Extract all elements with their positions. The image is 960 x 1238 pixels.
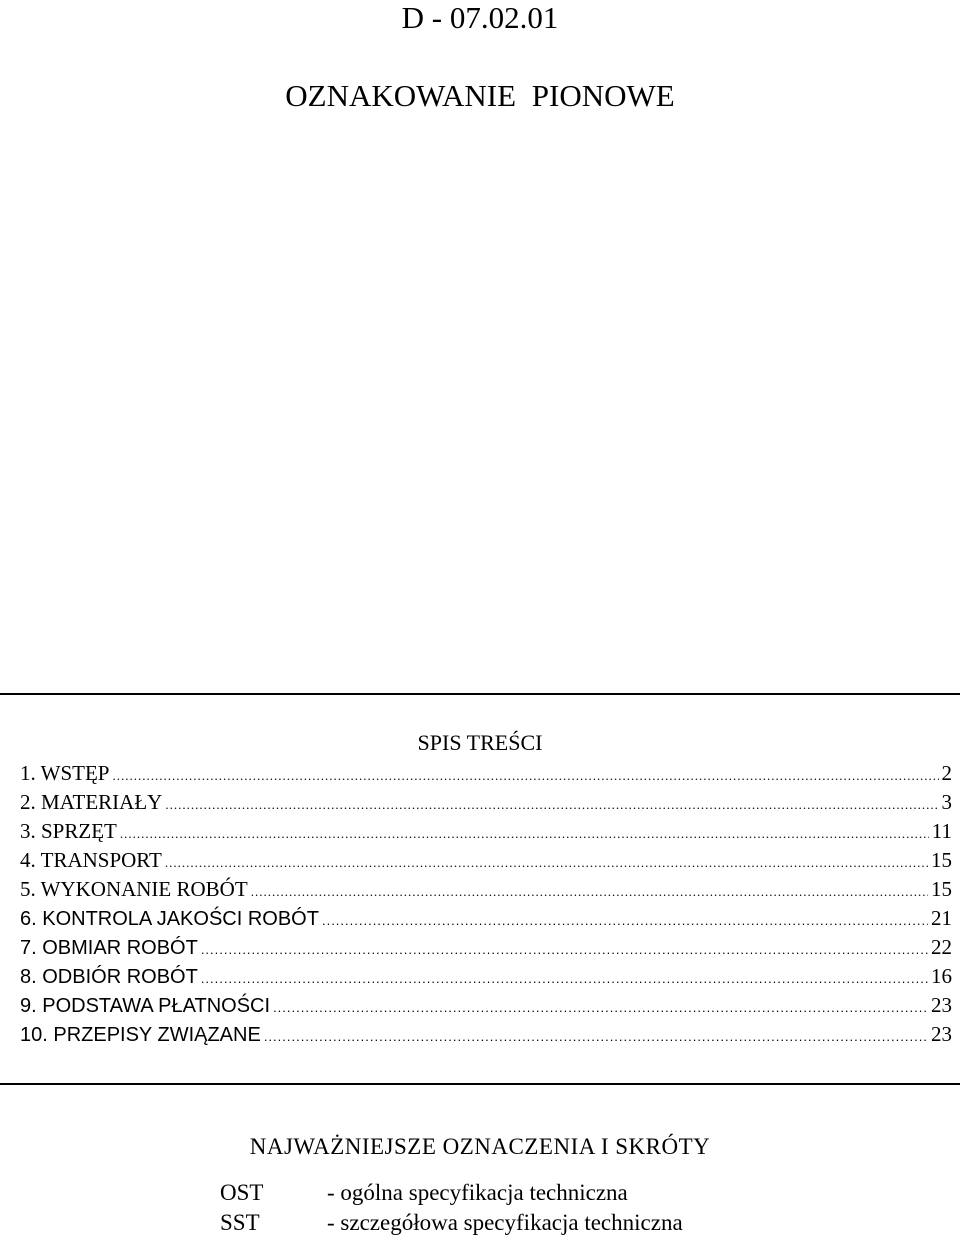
abbreviation-description: - ogólna specyfikacja techniczna xyxy=(327,1180,628,1205)
toc-item-label: 3. SPRZĘT xyxy=(20,819,117,843)
abbreviations-heading: NAJWAŻNIEJSZE OZNACZENIA I SKRÓTY xyxy=(249,1134,711,1159)
toc-item-page: 15 xyxy=(931,848,952,872)
toc-leader-dots xyxy=(112,761,938,790)
abbreviation-term: SST xyxy=(220,1210,260,1235)
toc-item-materialy[interactable] xyxy=(20,788,952,817)
toc-item-wstep[interactable] xyxy=(20,759,952,788)
toc-item-label: 6. KONTROLA JAKOŚCI ROBÓT xyxy=(20,908,319,930)
toc-item-label: 7. OBMIAR ROBÓT xyxy=(20,937,198,959)
toc-leader-dots xyxy=(120,819,929,848)
abbreviation-row xyxy=(220,1208,780,1238)
toc-leader-dots xyxy=(201,935,928,964)
toc-item-page: 11 xyxy=(931,819,952,843)
toc-leader-dots xyxy=(201,964,928,993)
toc-item-odbior-robot[interactable] xyxy=(20,962,952,991)
toc-item-wykonanie-robot[interactable] xyxy=(20,875,952,904)
toc-item-label: 8. ODBIÓR ROBÓT xyxy=(20,966,198,988)
toc-item-przepisy-zwiazane[interactable] xyxy=(20,1020,952,1049)
toc-item-sprzet[interactable] xyxy=(20,817,952,846)
toc-item-page: 3 xyxy=(941,790,952,814)
document-code: D - 07.02.01 xyxy=(401,0,559,35)
toc-heading: SPIS TREŚCI xyxy=(417,730,543,755)
toc-item-page: 22 xyxy=(931,935,952,959)
document-title: OZNAKOWANIE PIONOWE xyxy=(285,78,675,113)
abbreviation-row xyxy=(220,1178,780,1208)
toc-item-page: 15 xyxy=(931,877,952,901)
toc-item-label: 5. WYKONANIE ROBÓT xyxy=(20,877,248,901)
toc-item-label: 1. WSTĘP xyxy=(20,761,110,785)
abbreviation-description: - szczegółowa specyfikacja techniczna xyxy=(327,1210,683,1235)
abbreviation-term: OST xyxy=(220,1180,264,1205)
toc-item-label: 4. TRANSPORT xyxy=(20,848,162,872)
toc-item-page: 2 xyxy=(941,761,952,785)
toc-item-label: 9. PODSTAWA PŁATNOŚCI xyxy=(20,995,271,1017)
top-divider xyxy=(0,693,960,695)
toc-item-page: 23 xyxy=(931,1022,952,1046)
toc-item-kontrola-jakosci[interactable] xyxy=(20,904,952,933)
toc-item-transport[interactable] xyxy=(20,846,952,875)
table-of-contents xyxy=(20,759,952,1049)
toc-leader-dots xyxy=(273,993,928,1022)
toc-item-podstawa-platnosci[interactable] xyxy=(20,991,952,1020)
toc-item-page: 23 xyxy=(931,993,952,1017)
toc-item-label: 2. MATERIAŁY xyxy=(20,790,163,814)
toc-leader-dots xyxy=(264,1022,928,1051)
toc-item-obmiar-robot[interactable] xyxy=(20,933,952,962)
toc-item-label: 10. PRZEPISY ZWIĄZANE xyxy=(20,1024,261,1046)
toc-leader-dots xyxy=(322,906,928,935)
toc-leader-dots xyxy=(251,877,928,906)
toc-leader-dots xyxy=(165,790,938,819)
toc-item-page: 16 xyxy=(931,964,952,988)
toc-leader-dots xyxy=(165,848,928,877)
abbreviations-list xyxy=(220,1178,780,1238)
toc-item-page: 21 xyxy=(931,906,952,930)
bottom-divider xyxy=(0,1083,960,1085)
